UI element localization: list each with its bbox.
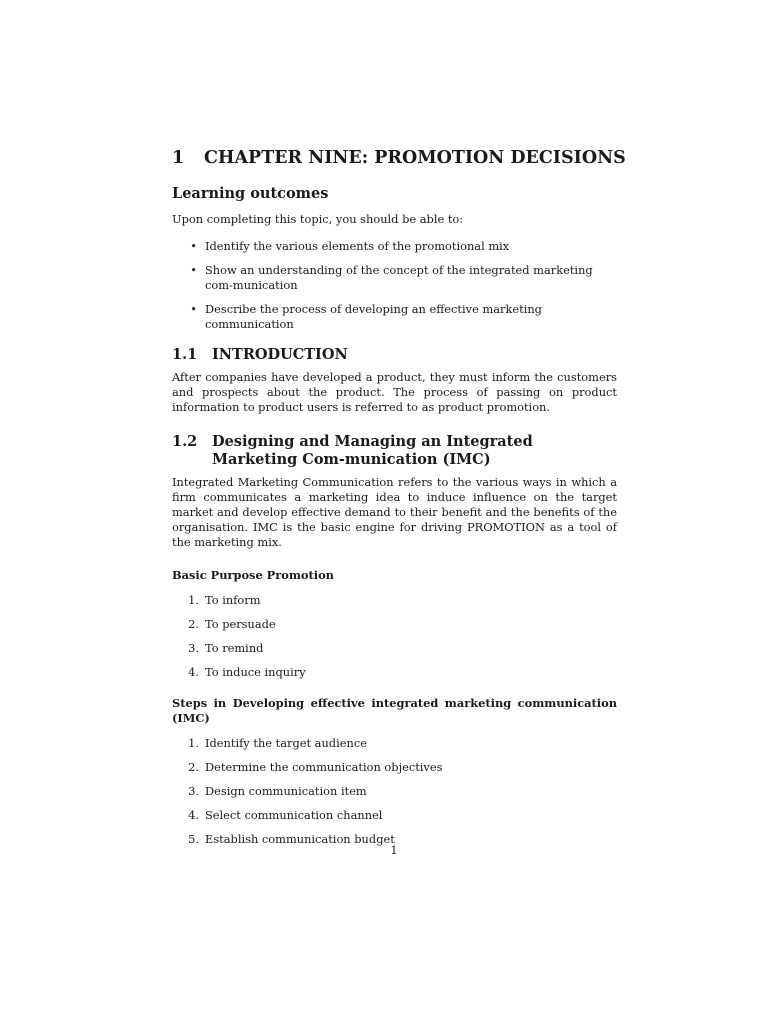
chapter-title-text: CHAPTER NINE: PROMOTION DECISIONS	[204, 148, 626, 168]
section-title-text: INTRODUCTION	[212, 346, 348, 363]
document-page	[172, 146, 626, 861]
section-title-text: Designing and Managing an Integrated Marketing Com-munication (IMC)	[212, 433, 533, 468]
learning-outcomes-intro: Upon completing this topic, you should be able to:	[172, 212, 464, 226]
list-item: • Identify the various elements of the promotional mix	[172, 239, 617, 254]
bullet-icon: •	[190, 263, 197, 277]
imc-paragraph: Integrated Marketing Communication refers to the various ways in which a firm communicates a marketing idea to induce influence on the target market and develop effective demand to their benefit and the benefits of the organisation. IMC is the basic engine for driving PROMOTION as a tool of the marketing mix.	[172, 475, 617, 549]
purpose-heading: Basic Purpose Promotion	[172, 568, 334, 582]
purpose-list	[172, 593, 617, 680]
bullet-icon: •	[190, 239, 197, 253]
section-number: 1.1	[172, 346, 198, 363]
list-item: 2. To persuade	[188, 617, 276, 631]
list-item: 5. Establish communication budget	[188, 832, 395, 846]
list-item: 2. Determine the communication objectives	[188, 760, 443, 774]
list-item: • Show an understanding of the concept of the integrated marketing com-munication	[172, 263, 617, 293]
list-item: 3. Design communication item	[188, 784, 367, 798]
list-item: 3. To remind	[188, 641, 264, 655]
steps-list	[172, 736, 617, 847]
chapter-number: 1	[172, 148, 185, 168]
section-1-1-title	[172, 346, 617, 364]
introduction-paragraph: After companies have developed a product, they must inform the customers and prospects about the product. The process of passing on product information to product users is referred to as product promotion.	[172, 370, 617, 414]
list-item: 1. To inform	[188, 593, 261, 607]
list-item: 1. Identify the target audience	[188, 736, 367, 750]
section-1-2-title	[172, 433, 617, 469]
steps-heading: Steps in Developing effective integrated marketing communication (IMC)	[172, 696, 617, 725]
learning-outcomes-list	[172, 239, 617, 332]
section-number: 1.2	[172, 433, 198, 450]
page-number: 1	[390, 843, 398, 857]
list-item: 4. To induce inquiry	[188, 665, 306, 679]
list-item: • Describe the process of developing an effective marketing communication	[172, 302, 617, 332]
chapter-title	[172, 146, 626, 170]
learning-outcomes-heading: Learning outcomes	[172, 185, 329, 202]
list-item: 4. Select communication channel	[188, 808, 383, 822]
bullet-icon: •	[190, 302, 197, 316]
